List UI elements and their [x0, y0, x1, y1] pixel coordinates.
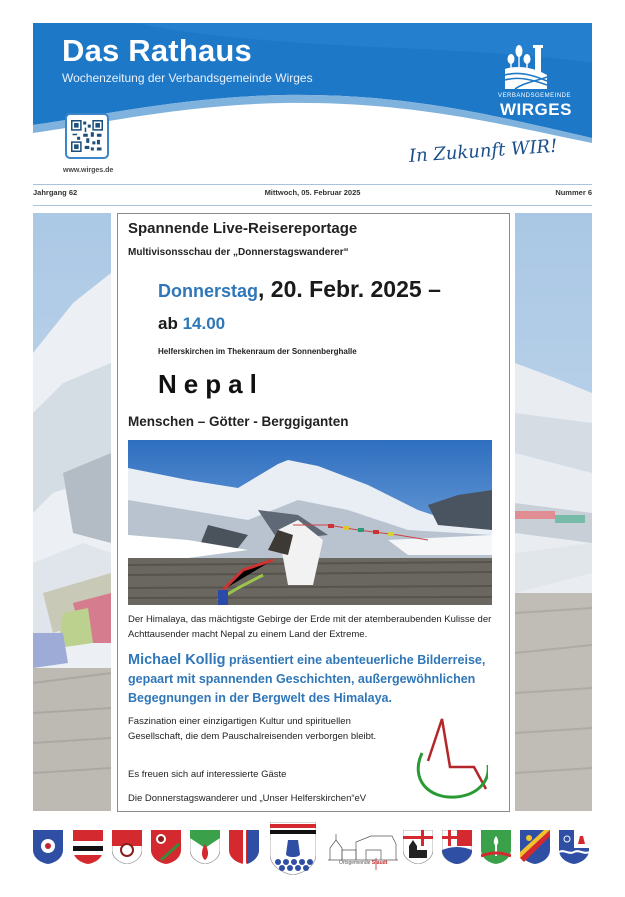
presenter-name: Michael Kollig — [128, 652, 226, 668]
event-weekday: Donnerstag — [158, 281, 259, 301]
divider-top — [33, 184, 592, 185]
crest-flower-branch-icon — [151, 830, 181, 864]
divider-bottom — [33, 205, 592, 206]
crest-flame-icon — [190, 830, 220, 864]
crest-stripes-icon — [73, 830, 103, 864]
event-date-text: , 20. Febr. 2025 – — [258, 276, 441, 302]
background-photo-left — [33, 213, 111, 811]
issue-info-bar — [33, 188, 592, 202]
event-tagline: Menschen – Götter - Berggiganten — [128, 414, 349, 429]
issue-date: Mittwoch, 05. Februar 2025 — [264, 188, 361, 197]
crest-wheel-icon — [112, 830, 142, 864]
event-time-value: 14.00 — [182, 314, 226, 333]
logo-wirges-text: WIRGES — [500, 100, 572, 119]
staudt-label-prefix: Ortsgemeinde — [339, 860, 372, 866]
crest-diagonal-icon — [520, 830, 550, 864]
volume-label: Jahrgang 62 — [33, 188, 78, 197]
event-time — [158, 314, 225, 334]
article-signature: Die Donnerstagswanderer und „Unser Helferskirchen“eV — [128, 793, 367, 804]
qr-code-icon[interactable] — [65, 113, 109, 159]
crest-jug-icon — [270, 822, 316, 875]
event-date — [158, 276, 441, 303]
staudt-label — [339, 860, 387, 866]
crest-tools-icon — [229, 830, 259, 864]
himalaya-photo — [128, 440, 492, 605]
article-headline: Spannende Live-Reisereportage — [128, 220, 358, 237]
helferskirchen-emblem-icon — [408, 709, 488, 799]
masthead-title: Das Rathaus — [62, 33, 252, 68]
crest-lily-green-icon — [481, 830, 511, 864]
event-venue: Helferskirchen im Thekenraum der Sonnenberghalle — [158, 347, 357, 356]
article-culture: Faszination einer einzigartigen Kultur und spirituellen Gesellschaft, die dem Pauschalreisenden verborgen bleibt. — [128, 716, 377, 742]
article-highlight — [128, 651, 506, 708]
event-article — [117, 213, 510, 812]
background-photo-right — [515, 213, 592, 811]
event-time-prefix: ab — [158, 314, 183, 333]
masthead — [33, 23, 592, 183]
slogan: In Zukunft WIR! — [408, 135, 559, 167]
highlight-text: präsentiert eine abenteuerliche Bilderreise, gepaart mit spannenden Geschichten, außergewöhnlichen Begegnungen in der Bergwelt des Himalaya. — [128, 653, 486, 705]
crest-cross-blue-icon — [442, 830, 472, 864]
issue-number: Nummer 6 — [555, 188, 592, 197]
article-subheadline: Multivisonsschau der „Donnerstagswanderer“ — [128, 247, 349, 258]
staudt-label-name: Staudt — [371, 860, 388, 866]
article-welcome: Es freuen sich auf interessierte Gäste — [128, 769, 287, 780]
crest-church-cross-icon — [403, 830, 433, 864]
article-intro: Der Himalaya, das mächtigste Gebirge der Erde mit der atemberaubenden Kulisse der Achttausender macht Nepal zu einem Land der Extreme. — [128, 614, 492, 640]
masthead-subtitle: Wochenzeitung der Verbandsgemeinde Wirges — [62, 71, 313, 85]
crest-rose-icon — [33, 830, 63, 864]
event-title: Nepal — [158, 369, 264, 399]
municipality-crests — [0, 822, 625, 877]
logo-verbandsgemeinde-text: VERBANDSGEMEINDE — [498, 93, 572, 99]
website-link[interactable]: www.wirges.de — [63, 167, 114, 174]
crest-wave-bell-icon — [559, 830, 589, 864]
